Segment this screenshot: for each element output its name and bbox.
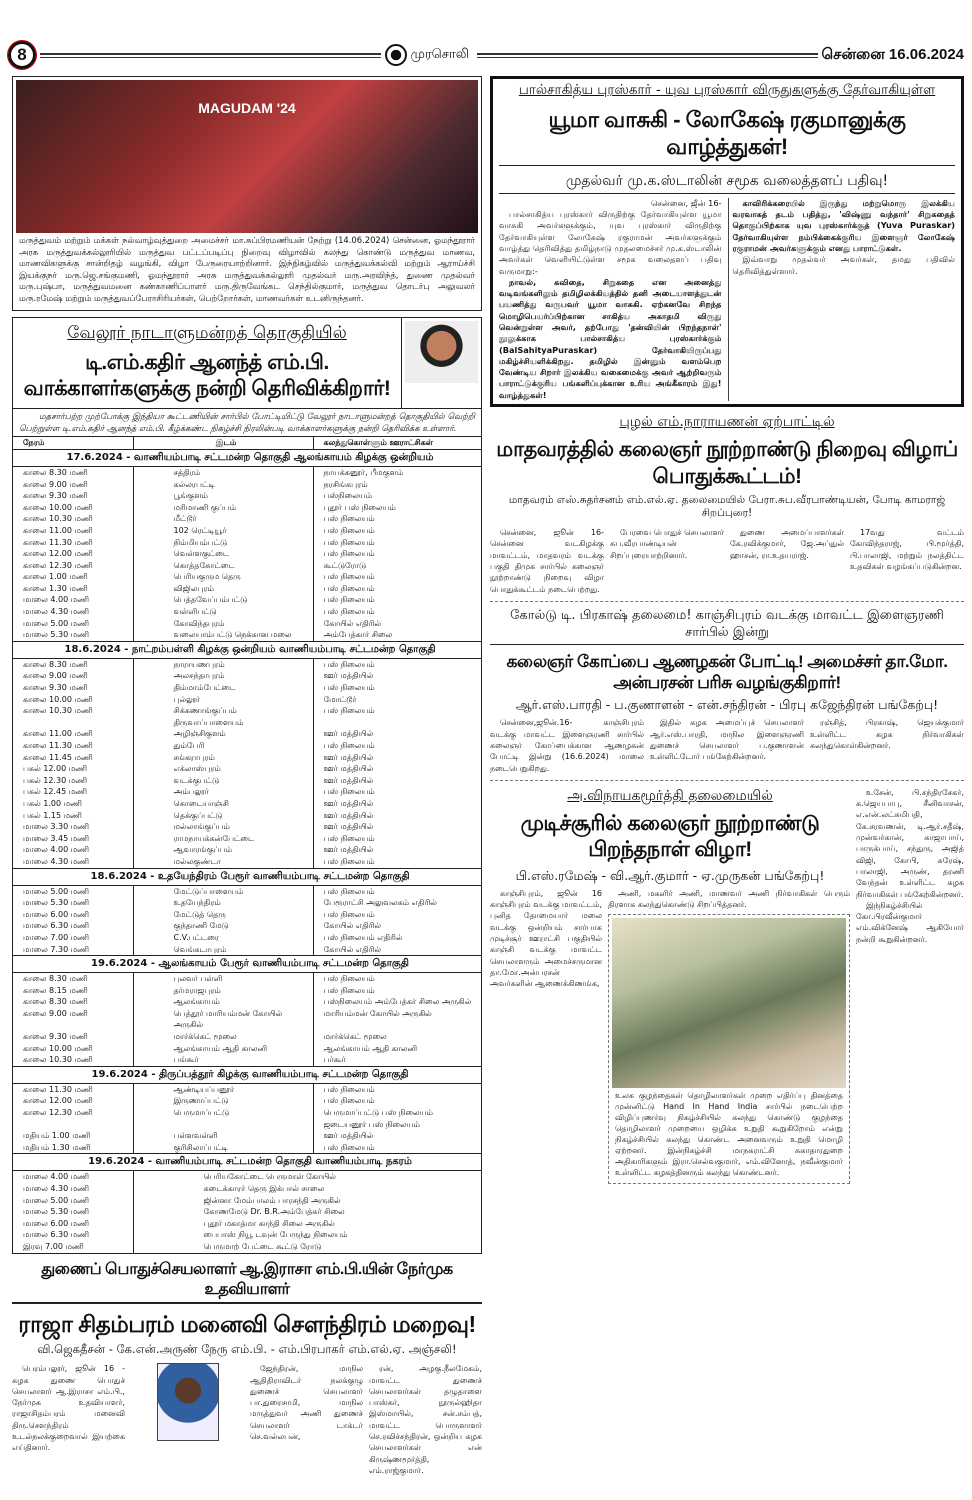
spot-cell: பஸ் நிலையம்	[323, 537, 375, 547]
place-cell: வள்ளிபட்டு	[133, 606, 313, 618]
time-cell: மாலை 4.30 மணி	[23, 856, 90, 866]
place-cell: புதூர் மகாத்மா காந்தி சிலை அருகில்	[133, 1218, 481, 1230]
spot-cell: நாயக்கனூர், பீமகுளம்	[323, 467, 404, 477]
table-row	[13, 560, 481, 572]
schedule-section-title: 19.6.2024 - ஆலங்காயம் பேரூர் வாணியம்பாடி சட்டமன்ற தொகுதி	[13, 956, 481, 973]
place-cell: சிக்கணாங்குப்பம் திருவாப்பாளையம்	[133, 705, 313, 728]
ad-headline: டி.எம்.கதிர் ஆனந்த் எம்.பி. வாக்காளர்களுக்கு நன்றி தெரிவிக்கிறார்!	[23, 350, 391, 400]
place-cell: மீட்டூர்	[133, 513, 313, 525]
spot-cell: ஊர் மத்தியில்	[323, 775, 374, 785]
schedule-section-title: 17.6.2024 - வாணியம்பாடி சட்டமன்ற தொகுதி ஆலங்காயம் கிழக்கு ஒன்றியம்	[13, 449, 481, 466]
spot-cell: பஸ் நிலையம்	[323, 909, 375, 919]
time-cell: காலை 1.00 மணி	[23, 572, 88, 582]
madhavaram-headline: மாதவரத்தில் கலைஞர் நூற்றாண்டு நிறைவு விழாப் பொதுக்கூட்டம்!	[496, 438, 958, 488]
time-cell: மாலை 3.30 மணி	[23, 822, 90, 832]
spot-cell: பஸ் நிலையம்	[323, 572, 375, 582]
table-row	[13, 1229, 481, 1241]
obit-col-3: ஜேந்திரன், மாநில ஆதிதிராவிடர் நலக்குழு துணைச் செயலாளர் பா.துரைசாமி, மாநில மருத்துவர் அணி துணைச் செயலாளர் டாக்டர் செ.வல்லபன்,	[250, 1364, 363, 1442]
place-cell: பெருமாற் பேட்டை கூட்டு ரோடு	[133, 1241, 481, 1253]
time-cell: காலை 9.00 மணி	[23, 1008, 88, 1018]
table-row	[13, 740, 481, 752]
time-cell: பகல் 12.45 மணி	[23, 787, 88, 797]
place-cell: உதயேந்திரம்	[133, 897, 313, 909]
place-cell: தும்பேரி	[133, 740, 313, 752]
time-cell: காலை 8.30 மணி	[23, 467, 88, 477]
spot-cell: பஸ்நிலையம்	[323, 491, 373, 501]
table-row	[13, 885, 481, 897]
madhavaram-col-1: சென்னை, ஜூன் 16- சென்னை வடகிழக்கு மாவட்டம், மாதவரம் வடக்கு பகுதி திமுக சார்பில் கலைஞர் நூற்றாண்டு நிறைவு விழா பொதுக்கூட்டம் நடைபெற்றது.	[490, 528, 604, 594]
schedule-section-title: 19.6.2024 - வாணியம்பாடி சட்டமன்ற தொகுதி வாணியம்பாடி நகரம்	[13, 1154, 481, 1171]
table-row	[13, 920, 481, 932]
time-cell: மாலை 4.00 மணி	[23, 1172, 90, 1182]
table-row	[13, 548, 481, 560]
place-cell: குந்தாணி மேடு	[133, 920, 313, 932]
spot-cell: பஸ்நிலையம் அம்பேத்கர் சிலை அருகில்	[323, 997, 472, 1007]
place-cell: சத்திரம்	[133, 466, 313, 478]
mudichur-subhead: பி.எஸ்.ரமேஷ் - வி.ஆர்.குமார் - ஏ.முருகன் பங்கேற்பு!	[515, 867, 825, 883]
table-row	[13, 1054, 481, 1066]
time-cell: காலை 8.30 மணி	[23, 659, 88, 669]
place-cell: எக்லாஸ்புரம்	[133, 763, 313, 775]
time-cell: காலை 12.30 மணி	[23, 1108, 93, 1118]
spot-cell: பஸ் நிலையம்	[323, 595, 375, 605]
place-cell: தெக்குப்பட்டு	[133, 810, 313, 822]
place-cell: C.V.பட்டரை	[133, 932, 313, 944]
table-row	[13, 1206, 481, 1218]
place-cell: மரிமாணி குப்பம்	[133, 502, 313, 514]
kanchi-headline: கலைஞர் கோப்பை ஆணழகன் போட்டி! அமைச்சர் தா.மோ. அன்பரசன் பரிசு வழங்குகிறார்!	[506, 651, 948, 692]
time-cell: காலை 11.00 மணி	[23, 525, 93, 535]
kanchi-col-3: ரஞ்சித், பிரகாஷ், ஜெயக்குமார் உள்ளிட்ட கழக நிர்வாகிகள் கலந்துகொள்கின்றனர்.	[810, 718, 964, 750]
place-cell: ராமநாயக்கன்பேட்டை	[133, 833, 313, 845]
madhavaram-col-4: 17வது வட்டம் கோவிந்தராஜ், பி.மூர்த்தி, பி.பாலாஜி, மற்றும் நலத்திட்ட உதவிகள் வழங்கப்படுகின்றன.	[850, 528, 964, 571]
table-row	[13, 682, 481, 694]
time-cell: மதியம் 1.00 மணி	[23, 1131, 91, 1141]
dateline: சென்னை 16.06.2024	[821, 45, 965, 63]
place-cell: நாராயணபுரம்	[133, 658, 313, 670]
time-cell: மாலை 5.00 மணி	[23, 618, 90, 628]
place-cell: புலவர் பள்ளி	[133, 973, 313, 985]
table-row	[13, 694, 481, 706]
table-row	[13, 775, 481, 787]
table-row	[13, 1008, 481, 1031]
place-cell: அம்பலூர்	[133, 786, 313, 798]
table-row	[13, 1095, 481, 1107]
table-row	[13, 763, 481, 775]
table-row	[13, 629, 481, 641]
place-cell: பெத்தவேப்பம்பட்டு	[133, 594, 313, 606]
time-cell: மாலை 7.30 மணி	[23, 944, 90, 954]
obit-col-2	[131, 1363, 244, 1476]
table-row	[13, 705, 481, 728]
spot-cell: பஸ் நிலையம்	[323, 886, 375, 896]
place-cell: மல்லகுண்டா	[133, 856, 313, 868]
time-cell: மாலை 4.30 மணி	[23, 1184, 90, 1193]
obit-col-4: ரன், அழகு.நீலமேகம், மாவட்ட துணைச் செயலாளர்கள் தழுதாளை பாஸ்கர், நூருல்ஹிதா இஸ்மாயில், சன்.சம்பத், மாவட்ட பொருளாளர் செ.ரவிச்சந்திரன், ஒன்றிய கழக செயலாளர்கள் என் கிருஷ்ணமூர்த்தி, எம்.ராஜ்குமார்.	[369, 1364, 482, 1475]
mudichur-col-2: அணி, மகளிர் அணி, மாணவர் அணி நிர்வாகிகள் பெரும் திரளாக கலந்துகொண்டு சிறப்பித்தனர்.	[608, 888, 850, 910]
photo-caption-bottom: உலக குழந்தைகள் தொழிலாளர்கள் முறை எதிர்ப்பு தினத்தை முன்னிட்டு Hand In Hand India சார்பில் நடைபெற்ற விழிப்புணர்வு நிகழ்ச்சியில் கலந்து கொண்டு குழந்தை தொழிலாளர் முறையை ஒழிக்க உறுதி கூறுகிறோம் என்று நிகழ்ச்சியில் கலந்து கொண்ட அனைவரும் உறுதி மொழி ஏற்றனர். இன்நிகழ்ச்சி மாநகராட்சி சுகாதாரதுறை அதிகாரிகளும் இரா.செல்வகுமார், எம்.வினோத், நவீன்குமார் உள்ளிட்ட கழகத்தினரும் கலந்து கொண்டனர்.	[615, 1091, 843, 1178]
time-cell: மாலை 6.30 மணி	[23, 921, 90, 931]
spot-cell: ஊர் மத்தியில்	[323, 822, 374, 832]
madhavaram-kicker: புழல் எம்.நாராயணன் ஏற்பாட்டில்	[619, 414, 835, 431]
table-row	[13, 1043, 481, 1055]
mudichur-kicker: அ.விநாயகமூர்த்தி தலைமையில்	[567, 787, 773, 804]
place-cell: கோணமேடு Dr. B.R.அம்பேத்கர் சிலை	[133, 1206, 481, 1218]
spot-cell: பஸ் நிலையம்	[323, 583, 375, 593]
place-cell: நிம்மியம்பட்டு	[133, 537, 313, 549]
spot-cell: பர்கூர்	[323, 1055, 346, 1065]
page-header	[8, 40, 964, 70]
rally-photo	[612, 918, 846, 1088]
spot-cell: பெருமாப்பட்டு பஸ் நிலையம் ஜடையனூர் பஸ் நிலையம்	[323, 1108, 433, 1129]
award-col-2: காவிரிக்கரையில் இருந்து மற்றுமொரு இலக்கிய வரவாகத் தடம் பதித்து, 'விஷ்ணு வந்தார்' சிறுகதைத் தொகுப்பிற்காக யுவ புரஸ்கார்க்குத் (Yuva Puraskar) தேர்வாகியுள்ள நம்பிக்கைக்குரிய இளைஞர் லோகேஷ் ரகுராமன் அவர்களுக்கும் எனது பாராட்டுகள். இவ்வாறு முதல்வர் அவர்கள், தமது பதிவில் தெரிவித்துள்ளார்.	[728, 198, 956, 401]
column-header: இடம்	[133, 437, 313, 449]
place-cell: அழிஞ்சிகுளம்	[133, 728, 313, 740]
spot-cell: நரசிங்கபுரம்	[323, 479, 368, 489]
table-row	[13, 944, 481, 956]
obituary-article	[12, 1260, 482, 1477]
place-cell: பைபாஸ் நியூ டவுன் பேருந்து நிலையம்	[133, 1229, 481, 1241]
time-cell: மாலை 5.30 மணி	[23, 630, 90, 640]
madhavaram-subhead: மாதவரம் எஸ்.சுதர்சனம் எம்.எல்.ஏ. தலைமையில் பேரா.சுப.வீரபாண்டியன், போடி காமராஜ் சிறப்புரை!	[508, 493, 946, 520]
time-cell: காலை 12.00 மணி	[23, 549, 93, 559]
spot-cell: பஸ் நிலையம்	[323, 974, 375, 984]
photo-story-bottom	[608, 914, 850, 1184]
spot-cell: பஸ் நிலையம்	[323, 706, 375, 716]
mudichur-side-col: உசேன், பி.சந்திரசேகர், க.ஜெயபாபு, சீனிவாசன், எ.என்.லட்சுமிபதி, கே.சரவணன், டி.ஆர்.சதீஷ், முன்வர்கான், காஜாபாய், பாருக்பாய், சந்துரு, அஜித் விஜி, கோபி, சுரேஷ், பாலாஜி, அருண், தரணி வேந்தன் உள்ளிட்ட கழக நிர்வாகிகள் பங்கேற்கின்றனர். இந்நிகழ்ச்சியில் கோ.பிரவீன்குமார் எம்.விக்னேஷ் ஆகியோர் நன்றி கூறுகின்றனர்.	[856, 787, 964, 944]
table-row	[13, 728, 481, 740]
spot-cell: ஊர் மத்தியில்	[323, 1131, 374, 1141]
time-cell: காலை 11.30 மணி	[23, 741, 93, 750]
time-cell: மாலை 4.00 மணி	[23, 595, 90, 605]
table-row	[13, 798, 481, 810]
spot-cell: ஆலங்காயம் ஆதி காலனி	[323, 1043, 418, 1053]
place-cell: கல்லரபட்டி	[133, 479, 313, 491]
column-header: கலந்துகொள்ளும் ஊராட்சிகள்	[313, 437, 481, 449]
spot-cell: ஊர் மத்தியில்	[323, 752, 374, 762]
table-row	[13, 821, 481, 833]
table-row	[13, 844, 481, 856]
place-cell: ஆண்டியப்பனூர்	[133, 1083, 313, 1095]
place-cell: மார்க்கெட் மூலை	[133, 1031, 313, 1043]
spot-cell: மாரியம்மன் கோயில் அருகில்	[323, 1008, 432, 1018]
table-row	[13, 583, 481, 595]
time-cell: மாலை 4.30 மணி	[23, 607, 90, 617]
table-row	[13, 810, 481, 822]
time-cell: காலை 11.00 மணி	[23, 729, 93, 739]
time-cell: மாலை 4.00 மணி	[23, 845, 90, 855]
spot-cell: பஸ் நிலையம்	[323, 856, 375, 866]
time-cell: காலை 10.00 மணி	[23, 1043, 93, 1053]
time-cell: இரவு 7.00 மணி	[23, 1241, 84, 1251]
time-cell: காலை 10.30 மணி	[23, 514, 93, 524]
award-subhead: முதல்வர் மு.க.ஸ்டாலின் சமூக வலைத்தளப் பதிவு!	[499, 172, 955, 194]
spot-cell: பஸ் நிலையம்	[323, 659, 375, 669]
madhavaram-col-2: பேரவை பொதுச் செயலாளர் சுப.வீரபாண்டியன் சிறப்புரையாற்றினார்.	[610, 528, 724, 560]
schedule-section-title: 18.6.2024 - நாட்றம்பள்ளி கிழக்கு ஒன்றியம் வாணியம்பாடி சட்டமன்ற தொகுதி	[13, 641, 481, 658]
award-kicker: பால்சாகித்ய புரஸ்கார் - யுவ புரஸ்கார் விருதுகளுக்கு தேர்வாகியுள்ள	[518, 82, 936, 98]
place-cell: பூங்குளம்	[133, 490, 313, 502]
place-cell: இருணாப்பட்டு	[133, 1095, 313, 1107]
table-row	[13, 1107, 481, 1130]
spot-cell: மோட்டூர்	[323, 694, 357, 704]
table-row	[13, 513, 481, 525]
mudichur-col-1: காஞ்சிபுரம், ஜூன் 16 காஞ்சிபுரம் வடக்கு மாவட்டம், புனித தோமையார் மலை வடக்கு ஒன்றியம் சார்பாக முடிச்சூர் ஊராட்சி பகுதியில் காஞ்சி வடக்கு மாவட்ட செயலாளரும் அமைச்சருமான தா.மோ.அன்பரசன் அவர்களின் ஆணைக்கிணங்க,	[490, 888, 602, 989]
time-cell: காலை 9.30 மணி	[23, 683, 88, 693]
time-cell: காலை 8.30 மணி	[23, 974, 88, 984]
place-cell: புல்லூர்	[133, 694, 313, 706]
table-row	[13, 658, 481, 670]
spot-cell: பஸ் நிலையம்	[323, 525, 375, 535]
obit-col-1: பெரம்பலூர், ஜூன் 16 - கழக துணை பொதுச் செயலாளர் ஆ.இராசா எம்.பி., நேர்முக உதவியாளர், ராஜாசிதம்பரம் மனைவி திரு.சௌந்திரம் உடல்நலக்குறைவால் இயற்கை எய்தினார்.	[12, 1364, 125, 1453]
table-row	[13, 973, 481, 985]
spot-cell: புதூர் பஸ் நிலையம்	[323, 502, 396, 512]
time-cell: பகல் 12.30 மணி	[23, 775, 88, 785]
table-row	[13, 606, 481, 618]
ad-kicker: வேலூர் நாடாளுமன்றத் தொகுதியில்	[67, 322, 347, 343]
place-cell: குரிசிலாப்பட்டி	[133, 1142, 313, 1154]
table-row	[13, 786, 481, 798]
time-cell: காலை 11.30 மணி	[23, 1084, 93, 1094]
spot-cell: பஸ் நிலையம்	[323, 1096, 375, 1106]
table-row	[13, 856, 481, 868]
table-row	[13, 752, 481, 764]
time-cell: மாலை 6.00 மணி	[23, 909, 90, 919]
place-cell: 102 ரெட்டியூர்	[133, 525, 313, 537]
place-cell: பெத்தூர் மாரியம்மன் கோயில் அருகில்	[133, 1008, 313, 1031]
place-cell: விஜிலபுரம்	[133, 583, 313, 595]
place-cell: கொத்தகோட்டை	[133, 560, 313, 572]
photo-story	[12, 76, 482, 311]
place-cell: ஆவாரங்குப்பம்	[133, 844, 313, 856]
obit-subhead: வி.ஜெகதீசன் - கே.என்.அருண் நேரு எம்.பி. - எம்.பிரபாகர் எம்.எல்.ஏ. அஞ்சலி!	[37, 1342, 457, 1357]
table-row	[13, 1241, 481, 1253]
table-row	[13, 996, 481, 1008]
time-cell: காலை 11.45 மணி	[23, 752, 93, 762]
award-col-1: சென்னை, ஜீன் 16- பால்சாகித்ய புரஸ்கார் விருதிற்கு தேர்வாகியுள்ள யூமா வாசுகி அவர்களுக்கும், யுவ புரஸ்கார் விருதிற்கு தேர்வாகியுள்ள லோகேஷ் ரகுராமன் அவர்களுக்கும் வாழ்த்து தெரிவித்து தமிழ்நாடு முதலமைச்சர் மு.க.ஸ்டாலின் அவர்கள் வெளியிட்டுள்ள சமூக வலைதளப் பதிவு வருமாறு:- நாவல், கவிதை, சிறுகதை என அனைத்து வடிவங்களிலும் தமிழிலக்கியத்தில் தனி அடையாளத்துடன் பயணித்து வருபவர் யூமா வாசுகி. ஏற்கனவே சிறந்த மொழிபெயர்ப்பிற்கான சாகித்ய அகாதமி விருது வென்றுள்ள அவர், தற்போது 'தன்வியின் பிறந்தநாள்' நூலுக்காக பால்சாகித்ய புரஸ்கார்க்கும் (BalSahityaPuraskar) தேர்வாகியிருப்பது மகிழ்ச்சியளிக்கிறது. தமிழில் இன்னும் வளம்பெற வேண்டிய சிறார் இலக்கிய வகைமைக்கு அவர் ஆற்றிவரும் பாராட்டுக்குரிய பங்களிப்புக்கான உரிய அங்கீகாரம் இது! வாழ்த்துகள்!	[499, 197, 722, 400]
table-row	[13, 1130, 481, 1142]
deceased-portrait	[157, 1363, 219, 1441]
spot-cell: பஸ் நிலையம் எதிரில்	[323, 932, 403, 942]
table-row	[13, 670, 481, 682]
kanchi-article	[490, 608, 964, 781]
column-header: நேரம்	[13, 437, 133, 449]
mudichur-article	[490, 787, 964, 1185]
spot-cell: பஸ் நிலையம்	[323, 1084, 375, 1094]
time-cell: காலை 8.30 மணி	[23, 997, 88, 1007]
kanchi-col-2: இதில் கழக அமைப்புச் செயலாளர் ஆர்.எஸ்.பாரதி, மாநில இளைஞரணி துணைச் செயலாளர் ப.குணாளன் உள்ளிட்டோர் பங்கேற்கின்றனர்.	[650, 718, 804, 762]
time-cell: காலை 10.00 மணி	[23, 694, 93, 704]
place-cell: வடக்குபட்டு	[133, 775, 313, 787]
spot-cell: பஸ் நிலையம்	[323, 833, 375, 843]
header-rule	[477, 53, 818, 58]
spot-cell: கோயில் எதிரில்	[323, 944, 382, 954]
spot-cell: பேரூராட்சி அலுவலகம் எதிரில்	[323, 898, 437, 908]
spot-cell: கோயில் எதிரில்	[323, 921, 382, 931]
right-column	[490, 76, 964, 1184]
spot-cell: ஊர் மத்தியில்	[323, 810, 374, 820]
madhavaram-article	[490, 413, 964, 602]
time-cell: பகல் 1.15 மணி	[23, 810, 82, 820]
spot-cell: பஸ் நிலையம்	[323, 607, 375, 617]
spot-cell: ஊர் மத்தியில்	[323, 729, 374, 739]
table-row	[13, 466, 481, 478]
place-cell: கடைக்காரர் தெரு இக்பால் சாலை	[133, 1183, 481, 1195]
time-cell: மதியம் 1.30 மணி	[23, 1142, 91, 1152]
left-column	[12, 76, 482, 1476]
madhavaram-col-3: துணை அமைப்பாளர்கள் கே.ரவிக்குமார், ஜே.அப்துல் ஹாசன், ரா.உதயராஜ்.	[730, 528, 844, 560]
time-cell: பகல் 12.00 மணி	[23, 764, 88, 774]
spot-cell: ஊர் மத்தியில்	[323, 845, 374, 855]
time-cell: பகல் 1.00 மணி	[23, 798, 82, 808]
spot-cell: கூட்டுரோடு	[323, 560, 367, 570]
spot-cell: ஊர் மத்தியில்	[323, 798, 374, 808]
place-cell: சங்கராபுரம்	[133, 752, 313, 764]
table-row	[13, 932, 481, 944]
time-cell: காலை 12.30 மணி	[23, 560, 93, 570]
place-cell: கொடையாஞ்சி	[133, 798, 313, 810]
table-row	[13, 594, 481, 606]
schedule-section-title: 18.6.2024 - உதயேந்திரம் பேரூர் வாணியம்பாடி சட்டமன்ற தொகுதி	[13, 868, 481, 885]
table-row	[13, 985, 481, 997]
spot-cell: பஸ் நிலையம்	[323, 1142, 375, 1152]
place-cell: ஜின்னா மேம்பாலம் பாரசந்தி அருகில்	[133, 1195, 481, 1207]
place-cell: பெருமாப்பட்டு	[133, 1107, 313, 1130]
time-cell: மாலை 6.00 மணி	[23, 1218, 90, 1228]
time-cell: மாலை 5.30 மணி	[23, 1207, 90, 1217]
time-cell: மாலை 7.00 மணி	[23, 932, 90, 942]
vellore-thanks-ad	[12, 317, 482, 1254]
time-cell: காலை 9.30 மணி	[23, 1032, 88, 1042]
table-row	[13, 525, 481, 537]
kanchi-kicker: கோல்டு டி. பிரகாஷ் தலைமை! காஞ்சிபுரம் வடக்கு மாவட்ட இளைஞரணி சார்பில் இன்று	[490, 608, 964, 645]
place-cell: பெரியகோட்டை பெருமாள் கோயில்	[133, 1171, 481, 1183]
table-row	[13, 1195, 481, 1207]
table-row	[13, 502, 481, 514]
table-row	[13, 1218, 481, 1230]
time-cell: காலை 10.00 மணி	[23, 502, 93, 512]
place-cell: வெங்கடாபுரம்	[133, 944, 313, 956]
time-cell: மாலை 5.00 மணி	[23, 1195, 90, 1205]
table-row	[13, 909, 481, 921]
spot-cell: பஸ் நிலையம்	[323, 683, 375, 693]
place-cell: பள்ளவள்ளி	[133, 1130, 313, 1142]
time-cell: காலை 11.30 மணி	[23, 537, 93, 547]
place-cell: ஆலங்காயம் ஆதி காலனி	[133, 1043, 313, 1055]
time-cell: காலை 9.00 மணி	[23, 671, 88, 681]
spot-cell: கோயில் எதிரில்	[323, 618, 382, 628]
place-cell: ஆலங்காயம்	[133, 996, 313, 1008]
header-rule	[40, 53, 381, 58]
time-cell: காலை 9.30 மணி	[23, 491, 88, 501]
place-cell: மேட்டுப்பாளையம்	[133, 885, 313, 897]
schedule-section-title: 19.6.2024 - திருப்பத்தூர் கிழக்கு வாணியம்பாடி சட்டமன்ற தொகுதி	[13, 1066, 481, 1083]
masthead: முரசொலி	[410, 47, 469, 62]
graduation-photo	[16, 80, 478, 233]
spot-cell: ஊர் மத்தியில்	[323, 671, 374, 681]
table-row	[13, 618, 481, 630]
place-cell: வலையாம்பட்டு நெக்கான மலை	[133, 629, 313, 641]
time-cell: காலை 9.00 மணி	[23, 479, 88, 489]
table-row	[13, 1183, 481, 1195]
table-row	[13, 537, 481, 549]
time-cell: மாலை 5.30 மணி	[23, 898, 90, 908]
award-headline: யூமா வாசுகி - லோகேஷ் ரகுமானுக்கு வாழ்த்துகள்!	[499, 106, 955, 166]
place-cell: வெள்ளகுட்டை	[133, 548, 313, 560]
spot-cell: அம்பேத்கார் சிலை	[323, 630, 393, 640]
place-cell: திம்மாம்பேட்டை	[133, 682, 313, 694]
kanchi-col-1: சென்னை,ஜூன்.16- காஞ்சிபுரம் வடக்கு மாவட்ட இளைஞரணி சார்பில் கலைஞர் கோப்பைக்கான ஆணழகன் போட்டி இன்று (16.6.2024) மாலை நடைபெறுகிறது.	[490, 718, 644, 773]
award-article	[490, 76, 964, 407]
photo-banner: MAGUDAM '24	[198, 100, 296, 116]
time-cell: மாலை 6.30 மணி	[23, 1230, 90, 1240]
place-cell: பெரியகுரும தெரு	[133, 571, 313, 583]
spot-cell: பஸ் நிலையம்	[323, 514, 375, 524]
obit-kicker: துணைப் பொதுச்செயலாளர் ஆ.இராசா எம்.பி.யின் நேர்முக உதவியாளர்	[12, 1260, 482, 1304]
place-cell: மல்லாங்குப்பம்	[133, 821, 313, 833]
place-cell: மேட்டுத் தெரு	[133, 909, 313, 921]
spot-cell: மார்க்கெட் மூலை	[323, 1032, 387, 1042]
kanchi-subhead: ஆர்.எஸ்.பாரதி - ப.குணாளன் - என்.சந்திரன் - பிரபு கஜேந்திரன் பங்கேற்பு!	[515, 697, 939, 713]
table-row	[13, 833, 481, 845]
table-row	[13, 1142, 481, 1154]
schedule-table	[13, 437, 481, 1252]
photo-caption: மருத்துவம் மற்றும் மக்கள் நல்வாழ்வுத்துறை அமைச்சர் மா.சுப்பிரமணியன் நேற்று (14.06.2024) சென்னை, ஓமந்தூரார் அரசு மருத்துவக்கல்லூரியில் மருத்துவ பட்டப்படிப்பு நிறைவு விழாவில் கலந்து கொண்டு மருத்துவ மாணவ, மாணவிகளுக்கு சான்றிதழ் வழங்கி, விழா பேருரையாற்றினார். இந்நிகழ்வில் மருத்துவக்கல்வி மற்றும் ஆராய்ச்சி இயக்குநர் மரு.ஜெ.சங்குமணி, ஓமந்தூரார் அரசு மருத்துவக்கல்லூரி முதல்வர் மரு.அரவிந்த், துணை முதல்வர் மரு.புஷ்பா, மருத்துவமனை கண்காணிப்பாளர் மரு.திருவேங்கட செந்தில்குமார், மருத்துவ தொடர்பு அலுவலர் மரு.ரமேஷ் மற்றும் மருத்துவப்பேராசிரியர்கள், பெற்றோர்கள், மாணவர்கள் உடனிருந்தனர்.	[19, 235, 475, 303]
time-cell: காலை 1.30 மணி	[23, 583, 88, 593]
table-row	[13, 897, 481, 909]
masthead-logo-icon	[385, 44, 407, 66]
place-cell: தர்மராஜபுரம்	[133, 985, 313, 997]
mudichur-headline: முடிச்சூரில் கலைஞர் நூற்றாண்டு பிறந்தநாள் விழா!	[520, 812, 820, 862]
time-cell: காலை 10.30 மணி	[23, 1055, 93, 1065]
spot-cell: பஸ் நிலையம்	[323, 741, 375, 750]
obit-headline: ராஜா சிதம்பரம் மனைவி சௌந்திரம் மறைவு!	[18, 1310, 476, 1337]
place-cell: கோவிந்தபுரம்	[133, 618, 313, 630]
spot-cell: பஸ் நிலையம்	[323, 787, 375, 797]
table-row	[13, 1083, 481, 1095]
page-number: 8	[8, 41, 36, 69]
spot-cell: ஊர் மத்தியில்	[323, 764, 374, 774]
spot-cell: பஸ் நிலையம்	[323, 985, 375, 995]
table-row	[13, 1031, 481, 1043]
table-row	[13, 479, 481, 491]
time-cell: காலை 8.15 மணி	[23, 985, 88, 995]
table-row	[13, 490, 481, 502]
time-cell: மாலை 3.45 மணி	[23, 833, 90, 843]
spot-cell: பஸ் நிலையம்	[323, 549, 375, 559]
time-cell: காலை 12.00 மணி	[23, 1096, 93, 1106]
place-cell: அலசந்தாபுரம்	[133, 670, 313, 682]
ad-intro: மதசார்பற்ற முற்போக்கு இந்தியா கூட்டணியின் சார்பில் போட்டியிட்டு வேலூர் நாடாளுமன்றத் தொகுதியில் வெற்றி பெற்றுள்ள டி.எம்.கதிர் ஆனந்த் எம்.பி. கீழ்க்கண்ட நிகழ்ச்சி நிரலின்படி வாக்காளர்களுக்கு நன்றி தெரிவிக்க உள்ளார்.	[13, 409, 481, 437]
table-row	[13, 1171, 481, 1183]
table-row	[13, 571, 481, 583]
time-cell: மாலை 5.00 மணி	[23, 886, 90, 896]
mp-portrait	[405, 321, 478, 383]
place-cell: பங்கூர்	[133, 1054, 313, 1066]
time-cell: காலை 10.30 மணி	[23, 706, 93, 716]
